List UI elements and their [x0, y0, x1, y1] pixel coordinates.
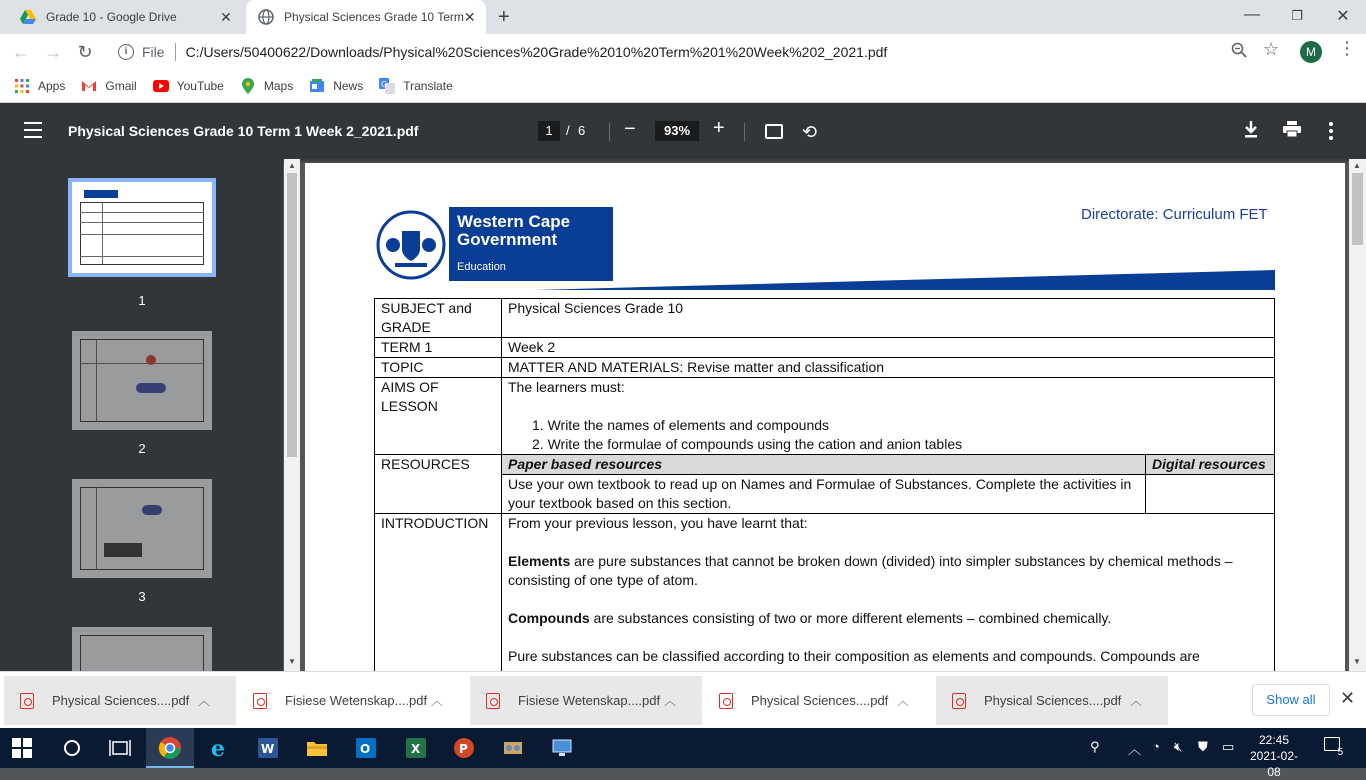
pdf-file-icon — [20, 693, 34, 709]
browser-menu-icon[interactable]: ⋮ — [1338, 38, 1356, 58]
row-value: Week 2 — [502, 338, 1275, 358]
resources-cell — [502, 455, 1275, 514]
pdf-file-icon — [719, 693, 733, 709]
bookmark-label: Translate — [403, 79, 453, 93]
zoom-level-input[interactable]: 93% — [655, 121, 699, 141]
scrollbar-thumb[interactable] — [1352, 173, 1363, 245]
row-value — [502, 378, 1275, 455]
clock-time: 22:45 — [1258, 733, 1290, 747]
system-clock[interactable] — [1244, 732, 1304, 780]
svg-text:W: W — [261, 742, 275, 756]
download-item[interactable] — [470, 676, 702, 725]
list-item: 2. Write the formulae of compounds using the cation and anion tables — [532, 436, 963, 452]
svg-text:O: O — [360, 742, 371, 756]
toolbar-divider — [609, 123, 610, 141]
browser-toolbar — [0, 34, 1366, 70]
list-item: 1. Write the names of elements and compounds — [532, 417, 830, 433]
page-thumbnail-1[interactable] — [68, 178, 216, 277]
pdf-file-icon — [253, 693, 267, 709]
battery-icon[interactable]: ▭ — [1222, 739, 1235, 754]
row-value: Physical Sciences Grade 10 — [502, 299, 1275, 338]
document-scrollbar[interactable] — [1349, 159, 1366, 671]
url-text[interactable]: C:/Users/50400622/Downloads/Physical%20Sciences%20Grade%2010%20Term%201%20Week%202_2021.pdf — [185, 44, 888, 60]
volume-muted-icon[interactable]: 🔇︎ — [1174, 739, 1183, 754]
table-row — [375, 378, 1275, 455]
svg-text:G: G — [381, 80, 388, 89]
scroll-down-icon[interactable]: ▼ — [288, 657, 296, 666]
bookmark-maps[interactable] — [240, 78, 293, 94]
page-separator: / — [566, 123, 570, 138]
new-tab-icon[interactable]: + — [498, 6, 510, 28]
download-item[interactable] — [936, 676, 1168, 725]
rotate-icon[interactable]: ⟲ — [802, 122, 818, 142]
svg-text:e: e — [211, 736, 225, 762]
info-icon[interactable]: i — [118, 44, 134, 60]
coat-of-arms-icon — [375, 207, 449, 281]
bookmark-label: YouTube — [176, 79, 224, 93]
download-item[interactable] — [237, 676, 469, 725]
page-total: 6 — [578, 123, 586, 138]
google-drive-icon — [20, 9, 36, 25]
cortana-search-icon[interactable] — [60, 736, 84, 760]
print-icon[interactable] — [1283, 121, 1301, 137]
show-all-button[interactable]: Show all — [1252, 684, 1330, 716]
windows-taskbar — [0, 728, 1366, 779]
download-filename: Physical Sciences....pdf — [751, 693, 889, 708]
maps-pin-icon — [240, 78, 256, 94]
svg-text:X: X — [411, 742, 421, 756]
fit-to-page-icon[interactable] — [765, 124, 783, 139]
pure-substances-text: Pure substances can be classified according to their composition as elements and compounds. Compounds are — [508, 648, 1200, 664]
pdf-page — [305, 163, 1345, 683]
pdf-title: Physical Sciences Grade 10 Term 1 Week 2_2021.pdf — [68, 123, 419, 139]
table-row — [375, 299, 1275, 338]
bookmark-label: Apps — [38, 79, 66, 93]
elements-definition: Elements are pure substances that cannot be broken down (divided) into simpler substances by chemical methods – consisting of one type of atom. — [508, 553, 1233, 588]
chrome-icon[interactable] — [158, 736, 182, 760]
powerpoint-icon[interactable] — [452, 736, 476, 760]
people-icon[interactable]: ⚲ — [1090, 739, 1100, 754]
bookmark-label: Maps — [263, 79, 294, 93]
row-value: MATTER AND MATERIALS: Revise matter and classification — [502, 358, 1275, 378]
restore-icon[interactable]: ❐ — [1291, 8, 1303, 23]
bookmark-gmail[interactable] — [81, 78, 136, 94]
remote-desktop-icon[interactable] — [550, 736, 574, 760]
bookmark-label: Gmail — [105, 79, 137, 93]
chevron-up-icon[interactable]: ︿ — [1130, 694, 1143, 708]
profile-avatar[interactable]: M — [1300, 41, 1322, 63]
chevron-up-icon[interactable]: ︿ — [198, 694, 211, 708]
file-explorer-icon[interactable] — [305, 736, 329, 760]
row-label: INTRODUCTION — [375, 514, 502, 714]
zoom-out-icon[interactable]: − — [624, 118, 636, 140]
bookmark-youtube[interactable] — [153, 78, 224, 94]
forward-arrow-icon[interactable]: → — [44, 42, 62, 62]
bookmark-apps[interactable] — [14, 78, 65, 94]
compounds-definition: Compounds are substances consisting of two or more different elements – combined chemically. — [508, 610, 1112, 626]
downloads-bar — [0, 671, 1366, 728]
close-icon[interactable]: ✕ — [463, 8, 476, 25]
tab-title: Physical Sciences Grade 10 Term — [284, 10, 464, 24]
aims-list — [532, 416, 1268, 454]
zoom-magnifier-icon[interactable] — [1231, 42, 1247, 63]
zoom-in-icon[interactable]: + — [713, 117, 725, 139]
pdf-toolbar — [0, 103, 1366, 159]
row-label: AIMS OF LESSON — [375, 378, 502, 455]
intro-line: From your previous lesson, you have learnt that: — [508, 515, 808, 531]
network-tool-icon[interactable] — [501, 736, 525, 760]
close-icon[interactable]: ✕ — [220, 8, 232, 25]
security-icon[interactable]: ⛊ — [1198, 739, 1208, 754]
apps-grid-icon — [14, 78, 30, 94]
word-icon[interactable] — [256, 736, 280, 760]
bookmarks-bar — [0, 70, 1366, 103]
download-item[interactable] — [4, 676, 236, 725]
aims-intro: The learners must: — [508, 379, 625, 395]
chevron-up-icon[interactable]: ︿ — [664, 694, 677, 708]
task-view-icon[interactable] — [108, 736, 132, 760]
reload-icon[interactable]: ↻ — [77, 42, 93, 62]
clock-date: 2021-02-08 — [1249, 749, 1299, 779]
url-scheme: File — [142, 44, 165, 60]
tab-title: Grade 10 - Google Drive — [46, 10, 177, 24]
tab-strip — [0, 0, 1366, 34]
directorate-heading: Directorate: Curriculum FET — [1081, 206, 1268, 223]
thumbnail-sidebar — [0, 159, 283, 671]
logo-department: Education — [457, 261, 506, 273]
row-label: RESOURCES — [375, 455, 502, 514]
pdf-file-icon — [952, 693, 966, 709]
paper-resources-header: Paper based resources — [502, 455, 1146, 475]
tab-google-drive[interactable] — [8, 0, 246, 34]
toolbar-divider — [744, 123, 745, 141]
scrollbar-thumb[interactable] — [287, 173, 297, 457]
download-filename: Fisiese Wetenskap....pdf — [518, 693, 661, 708]
translate-icon — [379, 78, 395, 94]
lesson-table — [374, 298, 1275, 714]
svg-text:P: P — [459, 742, 468, 756]
row-label: SUBJECT and GRADE — [375, 299, 502, 338]
paper-resources-text: Use your own textbook to read up on Names and Formulae of Substances. Complete the activities in your textbook based on this section. — [502, 475, 1146, 513]
scroll-down-icon[interactable]: ▼ — [1353, 657, 1361, 666]
bookmark-translate[interactable] — [379, 78, 453, 94]
logo-title: Western Cape Government — [457, 212, 571, 249]
row-label: TOPIC — [375, 358, 502, 378]
minimize-icon[interactable]: — — [1244, 6, 1260, 23]
notification-count: 5 — [1337, 747, 1344, 758]
table-row — [375, 358, 1275, 378]
notification-center-icon[interactable] — [1324, 737, 1349, 758]
wifi-icon[interactable]: ◔ — [1152, 739, 1160, 754]
table-row — [375, 455, 1275, 514]
tab-physical-sciences[interactable] — [246, 0, 486, 34]
download-filename: Physical Sciences....pdf — [984, 693, 1122, 708]
windows-start-icon[interactable] — [12, 738, 32, 758]
hamburger-menu-icon[interactable] — [24, 122, 42, 138]
table-row — [375, 338, 1275, 358]
close-icon[interactable]: ✕ — [1340, 688, 1356, 708]
chevron-up-icon[interactable]: ︿ — [897, 694, 910, 708]
bookmark-star-icon[interactable]: ☆ — [1263, 39, 1280, 59]
thumbnail-page-number: 1 — [138, 293, 146, 308]
outlook-icon[interactable] — [354, 736, 378, 760]
gmail-icon — [81, 78, 97, 94]
address-bar[interactable] — [110, 38, 1288, 66]
youtube-icon — [153, 78, 169, 94]
news-icon — [309, 78, 325, 94]
download-icon[interactable] — [1242, 120, 1260, 140]
excel-icon[interactable] — [404, 736, 428, 760]
chevron-up-icon[interactable]: ︿ — [431, 694, 444, 708]
chevron-up-icon[interactable]: ︿ — [1128, 742, 1142, 757]
digital-resources-text — [1146, 475, 1274, 513]
header-wedge-graphic — [535, 268, 1275, 290]
page-thumbnail-3[interactable] — [72, 479, 212, 578]
thumbnail-page-number: 3 — [138, 589, 146, 604]
pdf-file-icon — [486, 693, 500, 709]
download-filename: Physical Sciences....pdf — [52, 693, 190, 708]
download-filename: Fisiese Wetenskap....pdf — [285, 693, 428, 708]
row-label: TERM 1 — [375, 338, 502, 358]
digital-resources-header: Digital resources — [1146, 455, 1274, 475]
globe-icon — [258, 9, 274, 25]
thumbnail-page-number: 2 — [138, 441, 146, 456]
sidebar-scrollbar[interactable] — [284, 159, 300, 671]
bookmark-label: News — [333, 79, 364, 93]
bookmark-news[interactable] — [309, 78, 363, 94]
url-divider — [175, 43, 176, 61]
window-close-icon[interactable]: ✕ — [1336, 8, 1350, 25]
page-thumbnail-2[interactable] — [72, 331, 212, 430]
scroll-up-icon[interactable]: ▲ — [1353, 161, 1361, 170]
internet-explorer-icon[interactable] — [208, 736, 232, 760]
download-item[interactable] — [703, 676, 935, 725]
scroll-up-icon[interactable]: ▲ — [288, 161, 296, 170]
page-number-input[interactable]: 1 — [538, 121, 560, 141]
more-options-icon[interactable] — [1326, 121, 1336, 141]
back-arrow-icon[interactable]: ← — [12, 42, 30, 62]
